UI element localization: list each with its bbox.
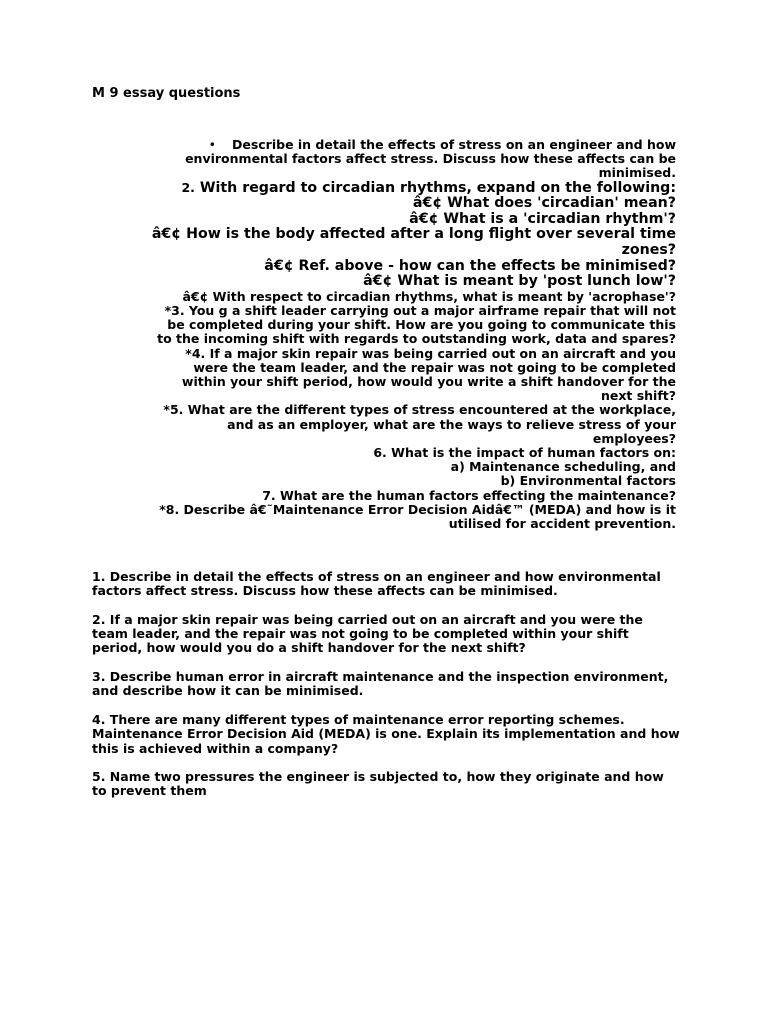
bullet-question-text: Describe in detail the effects of stress on an engineer and how [231,137,676,152]
bullet-question-line-1 [132,138,676,152]
essay-question-3: 3. Describe human error in aircraft maintenance and the inspection environment, and describe how it can be minimised. [92,669,669,699]
question-2-item-d: â€¢ Ref. above - how can the effects be minimised? [264,257,676,274]
document-title: M 9 essay questions [92,86,241,101]
question-list-right-aligned [132,138,676,531]
question-2-item-a: â€¢ What does 'circadian' mean? [412,195,676,212]
question-2-heading [132,181,676,197]
question-6-line-3: b) Environmental factors [500,473,676,489]
question-3-line-3: to the incoming shift with regards to outstanding work, data and spares? [157,331,676,347]
bullet-question-line-3: minimised. [598,165,676,181]
bullet-icon: • [208,137,216,152]
bullet-question-line-2: environmental factors affect stress. Discuss how these affects can be [185,151,676,167]
question-8-line-2: utilised for accident prevention. [448,516,676,532]
question-3-line-2: be completed during your shift. How are you going to communicate this [167,317,676,333]
question-5-line-3: employees? [592,430,676,446]
question-8-line-1: *8. Describe â€˜Maintenance Error Decision Aidâ€™ (MEDA) and how is it [159,501,676,517]
question-4-line-4: next shift? [600,388,676,404]
question-list-left-aligned [92,570,682,813]
essay-question-2: 2. If a major skin repair was being carried out on an aircraft and you were the team leader, and the repair was not going to be completed within your shift period, how would you do a shift handover for the next shift? [92,611,643,656]
question-2-number: 2. [181,179,195,195]
question-4-line-1: *4. If a major skin repair was being carried out on an aircraft and you [185,345,676,361]
question-5-line-1: *5. What are the different types of stress encountered at the workplace, [163,402,676,418]
question-4-line-2: were the team leader, and the repair was not going to be completed [193,359,676,375]
essay-question-5: 5. Name two pressures the engineer is subjected to, how they originate and how to prevent them [92,769,664,799]
question-2-text: With regard to circadian rhythms, expand on the following: [199,179,676,196]
question-6-line-2: a) Maintenance scheduling, and [450,459,676,475]
question-2-item-e: â€¢ What is meant by 'post lunch low'? [363,273,676,290]
question-4-line-3: within your shift period, how would you write a shift handover for the [181,373,676,389]
question-5-line-2: and as an employer, what are the ways to relieve stress of your [227,416,676,432]
question-6-line-1: 6. What is the impact of human factors on: [373,445,676,460]
essay-question-4: 4. There are many different types of maintenance error reporting schemes. Maintenance Error Decision Aid (MEDA) is one. Explain its implementation and how this is achieved within a company? [92,711,680,756]
question-2-item-b: â€¢ What is a 'circadian rhythm'? [409,210,676,227]
question-7: 7. What are the human factors effecting the maintenance? [262,487,676,503]
essay-question-1: 1. Describe in detail the effects of stress on an engineer and how environmental factors affect stress. Discuss how these affects can be minimised. [92,569,661,599]
question-2-item-c-line-1: â€¢ How is the body affected after a long flight over several time [151,226,676,243]
question-2-item-f: â€¢ With respect to circadian rhythms, what is meant by 'acrophase'? [182,288,676,304]
question-2-item-c-line-2: zones? [621,241,676,258]
question-3-line-1: *3. You g a shift leader carrying out a major airframe repair that will not [164,302,676,318]
